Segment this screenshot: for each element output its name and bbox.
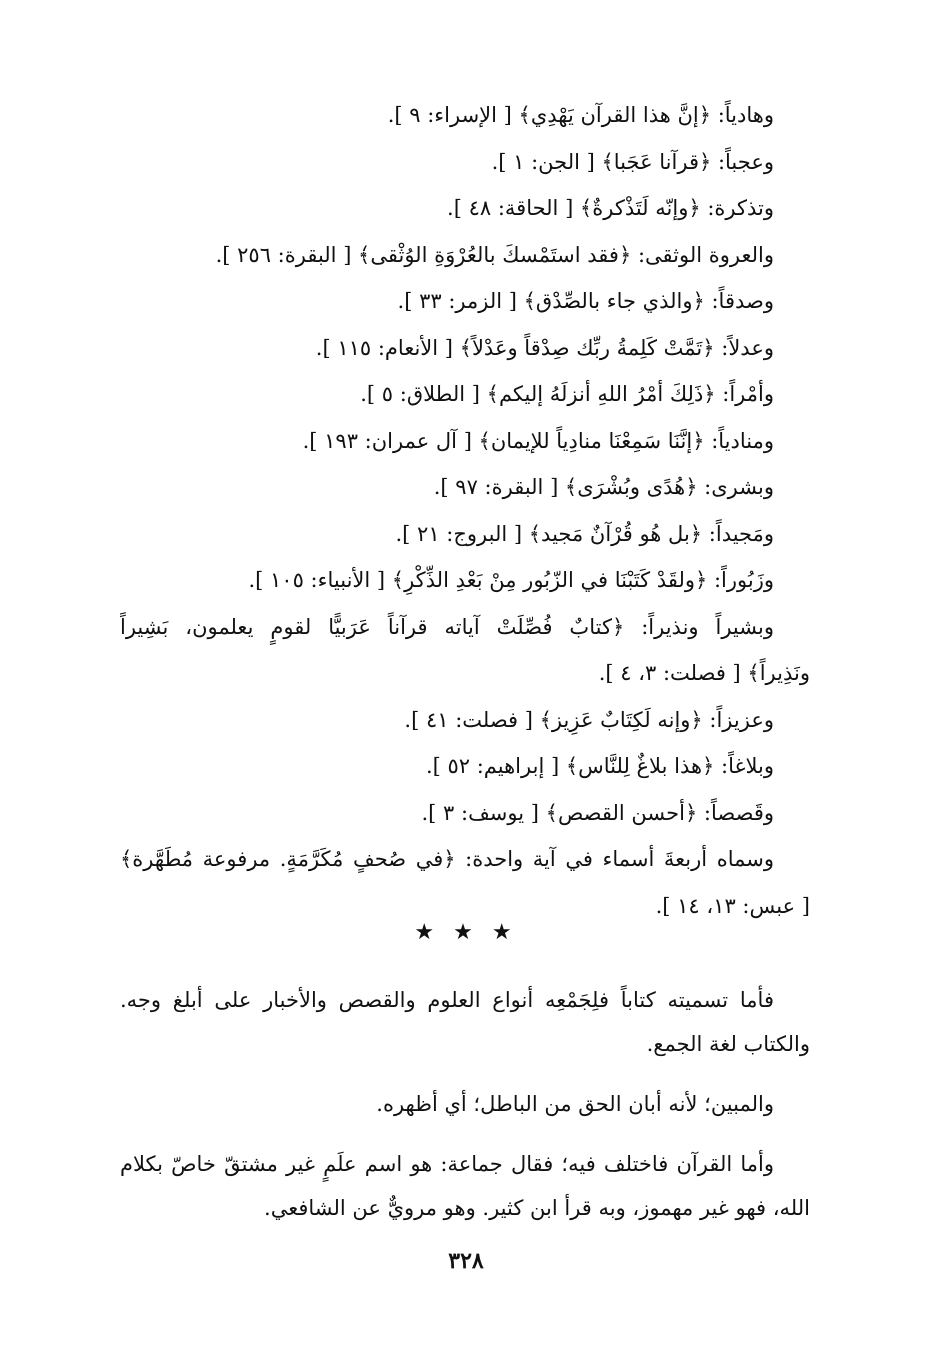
verse-line: وعجباً: ﴿قرآنا عَجَبا﴾ [ الجن: ١ ]. [491,149,774,174]
verse-line: وعزيزاً: ﴿وإنه لَكِتَابٌ عَزِيز﴾ [ فصلت: ٤١ ]. [404,707,774,732]
verse-line: والعروة الوثقى: ﴿فقد استَمْسكَ بالعُرْوَةِ الوُثْقى﴾ [ البقرة: ٢٥٦ ]. [215,242,774,267]
quran-names-list [120,92,810,929]
paragraph-line: والكتاب لغة الجمع. [646,1032,810,1056]
verse-line: ومَجيداً: ﴿بل هُو قُرْآنٌ مَجيد﴾ [ البروج: ٢١ ]. [395,521,774,546]
prose-section [120,978,810,1246]
paragraph-line: وأما القرآن فاختلف فيه؛ فقال جماعة: هو اسم علَمٍ غير مشتقّ خاصّ بكلام [120,1152,774,1176]
verse-line: وبلاغاً: ﴿هذا بلاغٌ لِلنَّاس﴾ [ إبراهيم: ٥٢ ]. [425,754,774,778]
verse-line: وتذكرة: ﴿وإنّه لَتَذْكرةٌ﴾ [ الحاقة: ٤٨ ]. [447,196,774,220]
verse-line-bashir-end: ونَذِيراً﴾ [ فصلت: ٣، ٤ ]. [598,661,810,685]
paragraph-line: الله، فهو غير مهموز، وبه قرأ ابن كثير. وهو مرويٌّ عن الشافعي. [264,1196,810,1220]
verse-line: وقَصصاً: ﴿أحسن القصص﴾ [ يوسف: ٣ ]. [421,800,774,825]
paragraph-quran [120,1142,810,1230]
verse-line-bashir-start: وبشيراً ونذيراً: ﴿كتابٌ فُصِّلَتْ آياته قرآناً عَرَبيًّا لقومٍ يعلمون، بَشِيراً [120,614,774,639]
paragraph-kitab [120,978,810,1066]
paragraph-line: والمبين؛ لأنه أبان الحق من الباطل؛ أي أظهره. [376,1092,774,1116]
verse-line: وعدلاً: ﴿تَمَّتْ كَلِمةُ ربِّك صِدْقاً وعَدْلاً﴾ [ الأنعام: ١١٥ ]. [315,335,774,360]
verse-line: وصدقاً: ﴿والذي جاء بالصِّدْق﴾ [ الزمر: ٣٣ ]. [397,289,774,313]
verse-line-four-names-start: وسماه أربعةَ أسماء في آية واحدة: ﴿في صُحفٍ مُكَرَّمَةٍ. مرفوعة مُطَهَّرة﴾ [120,847,774,871]
verse-line: وأمْراً: ﴿ذَلِكَ أمْرُ اللهِ أنزلَهُ إليكم﴾ [ الطلاق: ٥ ]. [360,382,774,406]
page-number: ٣٢٨ [448,1248,484,1274]
verse-line: وبشرى: ﴿هُدًى وبُشْرَى﴾ [ البقرة: ٩٧ ]. [433,475,774,499]
section-separator: ★ ★ ★ [414,920,518,945]
paragraph-line: فأما تسميته كتاباً فلِجَمْعِه أنواع العلوم والقصص والأخبار على أبلغ وجه. [120,988,774,1012]
verse-line: وهادياً: ﴿إنَّ هذا القرآن يَهْدِي﴾ [ الإسراء: ٩ ]. [387,103,774,127]
verse-line: ومنادياً: ﴿إنَّنَا سَمِعْنَا منادِياً للإيمان﴾ [ آل عمران: ١٩٣ ]. [302,428,774,453]
paragraph-mubin [120,1082,810,1126]
verse-line-four-names-end: [ عبس: ١٣، ١٤ ]. [655,893,810,918]
verse-line: وزَبُوراً: ﴿ولقَدْ كَتَبْنَا في الزّبُور مِنْ بَعْدِ الذِّكْرِ﴾ [ الأنبياء: ١٠٥ ]. [248,568,774,592]
